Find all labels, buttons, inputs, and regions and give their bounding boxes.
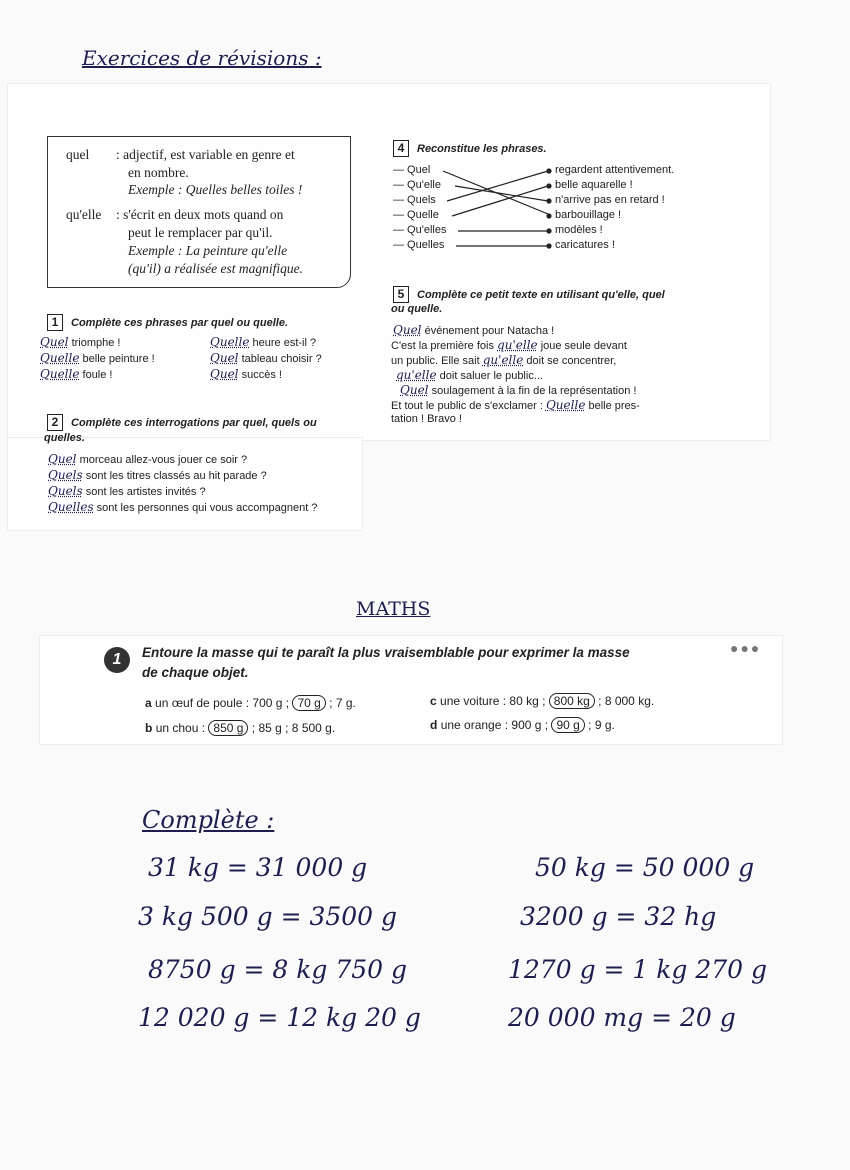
match-dot bbox=[547, 244, 551, 248]
ex5-text: doit saluer le public... bbox=[439, 370, 543, 382]
ex4-matching-lines bbox=[0, 0, 850, 300]
ex2-instruction-cont: quelles. bbox=[44, 432, 85, 444]
ex1-text: foule ! bbox=[82, 369, 113, 381]
ex1-row bbox=[210, 351, 322, 365]
ex1-answer: Quel bbox=[40, 335, 69, 349]
rule-quel-def: : adjectif, est variable en genre et bbox=[116, 147, 295, 162]
ex1-answer: Quelle bbox=[40, 367, 80, 381]
ex5-text: joue seule devant bbox=[540, 340, 627, 352]
match-dot bbox=[547, 214, 551, 218]
ex5-instruction-cont: ou quelle. bbox=[391, 303, 443, 315]
math-item-b bbox=[145, 721, 335, 735]
ex2-text: morceau allez-vous jouer ce soir ? bbox=[79, 454, 248, 466]
ex2-answer: Quelles bbox=[48, 500, 94, 514]
ex5-text: C'est la première fois bbox=[391, 340, 494, 352]
ex1-row bbox=[40, 335, 121, 349]
complete-title: Complète : bbox=[142, 806, 275, 834]
ex4-left-item: — Quelles bbox=[393, 239, 445, 251]
ex1-text: tableau choisir ? bbox=[241, 353, 322, 365]
ex5-number: 5 bbox=[393, 286, 409, 303]
ex2-text: sont les artistes invités ? bbox=[85, 486, 206, 498]
ex5-text: belle pres- bbox=[588, 400, 640, 412]
conversion-right: 20 000 mg = 20 g bbox=[508, 1003, 736, 1032]
item-text: une voiture : 80 kg ; bbox=[440, 694, 546, 708]
ex5-text: doit se concentrer, bbox=[526, 355, 617, 367]
rule-quelle-term: qu'elle bbox=[66, 207, 102, 222]
math-item-a bbox=[145, 696, 356, 710]
rule-quelle-def2: peut le remplacer par qu'il. bbox=[128, 225, 273, 240]
ex5-line bbox=[391, 353, 616, 367]
ex4-right-item: regardent attentivement. bbox=[555, 164, 675, 176]
item-label: d bbox=[430, 718, 438, 732]
rule-quelle-example1: Exemple : La peinture qu'elle bbox=[128, 243, 288, 258]
ex2-row bbox=[48, 452, 247, 466]
item-text: ; 7 g. bbox=[329, 696, 356, 710]
conversion-left: 31 kg = 31 000 g bbox=[148, 853, 368, 882]
math-ex-instruction: Entoure la masse qui te paraît la plus vraisemblable pour exprimer la masse bbox=[142, 645, 630, 660]
ex1-text: belle peinture ! bbox=[82, 353, 155, 365]
ex4-left-item: — Quelle bbox=[393, 209, 439, 221]
ex5-text: événement pour Natacha ! bbox=[424, 325, 555, 337]
ex5-text: soulagement à la fin de la représentation ! bbox=[431, 385, 637, 397]
ex5-instruction: Complète ce petit texte en utilisant qu'elle, quel bbox=[417, 289, 665, 301]
ex4-left-item: — Quels bbox=[393, 194, 436, 206]
ex4-left-item: — Qu'elle bbox=[393, 179, 441, 191]
rule-quel-term: quel bbox=[66, 147, 90, 162]
item-label: c bbox=[430, 694, 437, 708]
ex1-number: 1 bbox=[47, 314, 63, 331]
ex2-row bbox=[48, 500, 317, 514]
conversion-left: 3 kg 500 g = 3500 g bbox=[138, 902, 398, 931]
ex1-answer: Quelle bbox=[40, 351, 80, 365]
ex1-text: succès ! bbox=[241, 369, 282, 381]
ex5-line bbox=[396, 368, 543, 382]
ex4-left-item: — Quel bbox=[393, 164, 431, 176]
circled-answer: 850 g bbox=[208, 720, 248, 736]
ex5-answer: Quel bbox=[393, 323, 422, 337]
item-text: un œuf de poule : 700 g ; bbox=[155, 696, 290, 710]
rule-quel-def2: en nombre. bbox=[128, 165, 189, 180]
ex1-text: heure est-il ? bbox=[252, 337, 317, 349]
math-ex-number: 1 bbox=[104, 647, 130, 673]
item-label: b bbox=[145, 721, 153, 735]
match-line bbox=[452, 186, 548, 216]
match-line bbox=[455, 186, 548, 201]
ex2-answer: Quels bbox=[48, 484, 83, 498]
circled-answer: 90 g bbox=[551, 717, 584, 733]
item-text: ; 85 g ; 8 500 g. bbox=[251, 721, 336, 735]
ex4-right-item: caricatures ! bbox=[555, 239, 615, 251]
ex5-answer: Quel bbox=[400, 383, 429, 397]
maths-title: MATHS bbox=[356, 598, 431, 620]
circled-answer: 70 g bbox=[292, 695, 325, 711]
ex1-row bbox=[40, 367, 112, 381]
ex5-text: Et tout le public de s'exclamer : bbox=[391, 400, 543, 412]
circled-answer: 800 kg bbox=[549, 693, 595, 709]
item-label: a bbox=[145, 696, 152, 710]
ex5-answer: qu'elle bbox=[497, 338, 538, 352]
more-dots-icon: ●●● bbox=[730, 640, 762, 656]
match-line bbox=[447, 171, 548, 201]
ex1-answer: Quel bbox=[210, 351, 239, 365]
conversion-left: 12 020 g = 12 kg 20 g bbox=[138, 1003, 421, 1032]
ex5-line bbox=[400, 383, 636, 397]
ex1-text: triomphe ! bbox=[71, 337, 121, 349]
ex4-right-item: barbouillage ! bbox=[555, 209, 622, 221]
ex5-line: tation ! Bravo ! bbox=[391, 413, 462, 425]
ex2-instruction: Complète ces interrogations par quel, quels ou bbox=[71, 417, 317, 429]
ex5-text: un public. Elle sait bbox=[391, 355, 480, 367]
ex1-instruction: Complète ces phrases par quel ou quelle. bbox=[71, 317, 289, 329]
conversion-left: 8750 g = 8 kg 750 g bbox=[148, 955, 408, 984]
ex5-answer: qu'elle bbox=[482, 353, 524, 367]
ex1-header bbox=[47, 313, 288, 331]
ex5-header bbox=[393, 285, 665, 303]
math-item-c bbox=[430, 694, 654, 708]
math-ex-instruction-cont: de chaque objet. bbox=[142, 665, 249, 680]
conversion-right: 3200 g = 32 hg bbox=[520, 902, 717, 931]
item-text: un chou : bbox=[155, 721, 206, 735]
item-text: ; 9 g. bbox=[588, 718, 615, 732]
ex5-answer: Quelle bbox=[545, 398, 586, 412]
rule-quelle-example2: (qu'il) a réalisée est magnifique. bbox=[128, 261, 303, 276]
ex4-number: 4 bbox=[393, 140, 409, 157]
ex2-answer: Quels bbox=[48, 468, 83, 482]
ex4-instruction: Reconstitue les phrases. bbox=[417, 143, 547, 155]
item-text: une orange : 900 g ; bbox=[440, 718, 549, 732]
ex2-text: sont les titres classés au hit parade ? bbox=[85, 470, 267, 482]
ex2-row bbox=[48, 484, 206, 498]
ex1-answer: Quelle bbox=[210, 335, 250, 349]
rule-quelle-def: : s'écrit en deux mots quand on bbox=[116, 207, 284, 222]
ex2-number: 2 bbox=[47, 414, 63, 431]
rule-quel-example: Exemple : Quelles belles toiles ! bbox=[128, 182, 303, 197]
ex1-row bbox=[210, 367, 282, 381]
ex4-right-item: n'arrive pas en retard ! bbox=[555, 194, 665, 206]
ex1-row bbox=[40, 351, 155, 365]
match-dot bbox=[547, 169, 551, 173]
ex2-text: sont les personnes qui vous accompagnent ? bbox=[96, 502, 318, 514]
ex2-answer: Quel bbox=[48, 452, 77, 466]
ex2-header bbox=[47, 413, 317, 431]
ex5-answer: qu'elle bbox=[396, 368, 437, 382]
ex4-right-item: belle aquarelle ! bbox=[555, 179, 633, 191]
ex4-left-item: — Qu'elles bbox=[393, 224, 447, 236]
ex5-line bbox=[391, 338, 627, 352]
conversion-right: 1270 g = 1 kg 270 g bbox=[508, 955, 768, 984]
item-text: ; 8 000 kg. bbox=[598, 694, 655, 708]
match-dot bbox=[547, 184, 551, 188]
page-title: Exercices de révisions : bbox=[82, 46, 322, 70]
ex1-row bbox=[210, 335, 316, 349]
match-dot bbox=[547, 199, 551, 203]
ex4-right-item: modèles ! bbox=[555, 224, 603, 236]
conversion-right: 50 kg = 50 000 g bbox=[535, 853, 755, 882]
ex1-answer: Quel bbox=[210, 367, 239, 381]
ex5-line bbox=[393, 323, 554, 337]
math-item-d bbox=[430, 718, 615, 732]
ex5-line bbox=[391, 398, 640, 412]
ex2-row bbox=[48, 468, 267, 482]
match-dot bbox=[547, 229, 551, 233]
